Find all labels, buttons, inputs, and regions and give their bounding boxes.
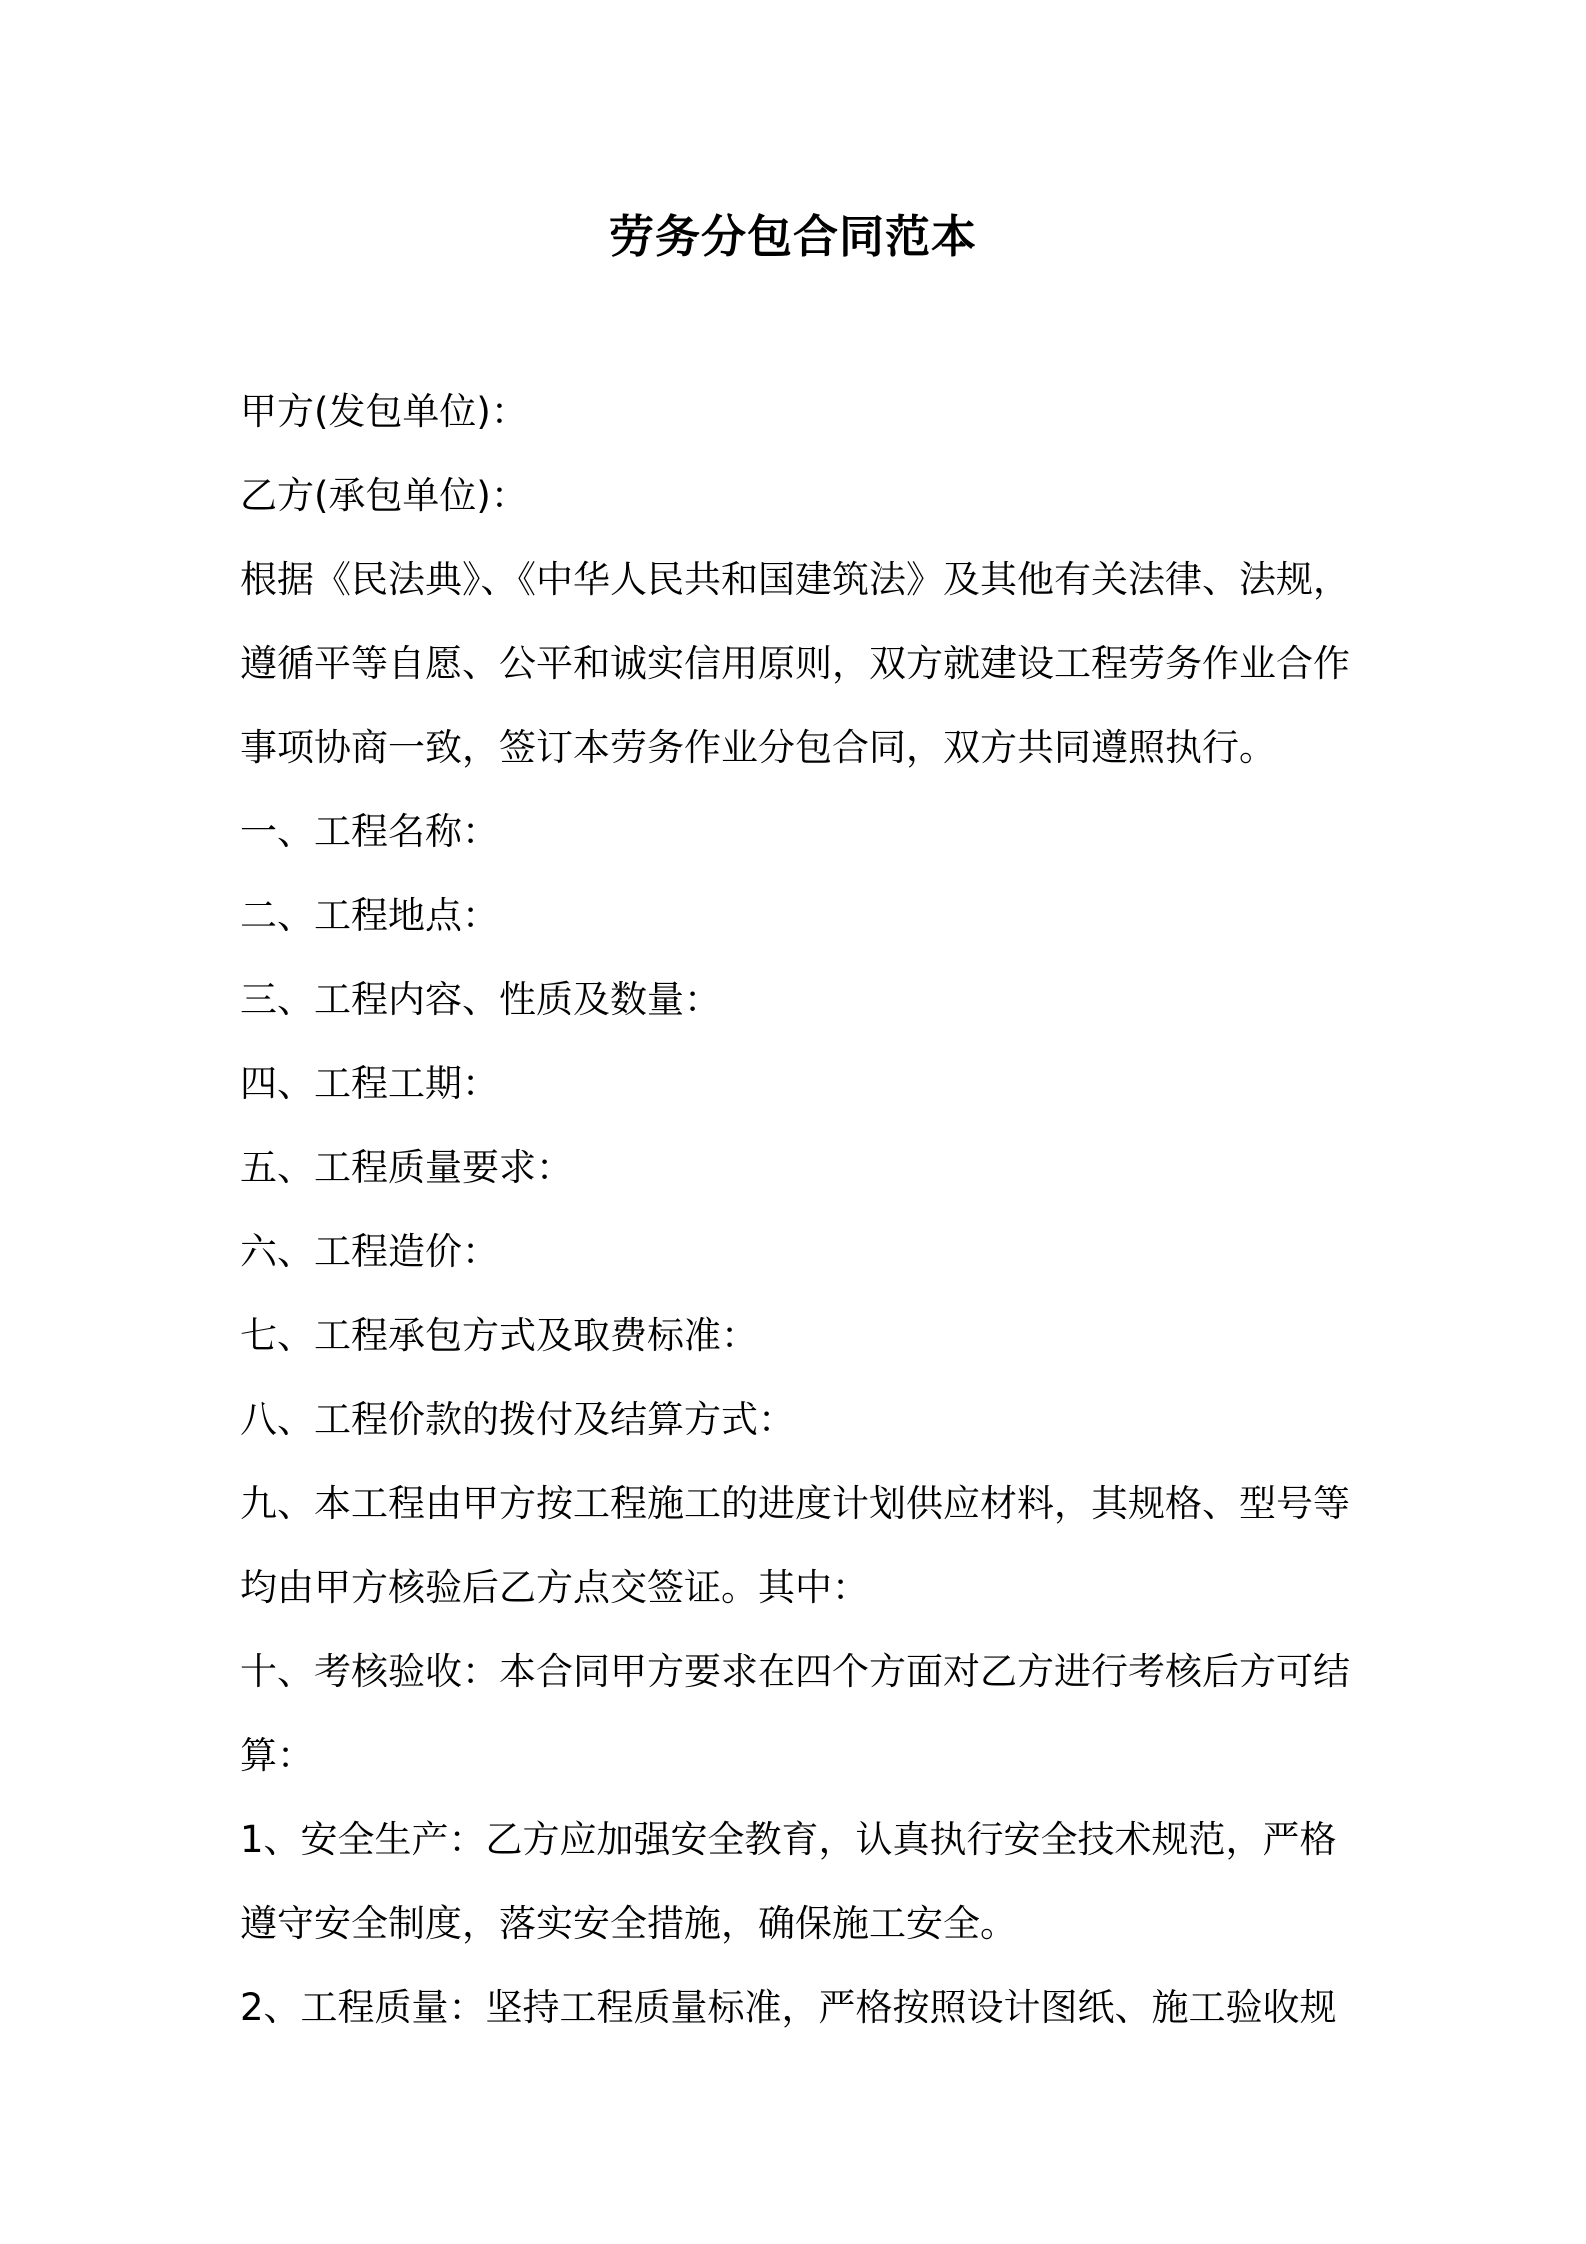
text-line: 1、安全生产：乙方应加强安全教育，认真执行安全技术规范，严格 (240, 1818, 1337, 1861)
text-line: 九、本工程由甲方按工程施工的进度计划供应材料，其规格、型号等 (240, 1482, 1350, 1525)
text-line: 三、工程内容、性质及数量： (240, 978, 721, 1021)
text-line: 一、工程名称： (240, 810, 499, 853)
text-line: 2、工程质量：坚持工程质量标准，严格按照设计图纸、施工验收规 (240, 1986, 1337, 2029)
text-line: 事项协商一致，签订本劳务作业分包合同，双方共同遵照执行。 (240, 726, 1276, 769)
text-line: 乙方(承包单位)： (240, 474, 528, 517)
text-line: 遵循平等自愿、公平和诚实信用原则，双方就建设工程劳务作业合作 (240, 642, 1350, 685)
text-line: 二、工程地点： (240, 894, 499, 937)
document-body (240, 370, 1360, 2050)
text-line: 算： (240, 1734, 314, 1777)
text-line: 七、工程承包方式及取费标准： (240, 1314, 758, 1357)
text-line: 遵守安全制度，落实安全措施，确保施工安全。 (240, 1902, 1017, 1945)
document-title: 劳务分包合同范本 (608, 210, 977, 263)
text-line: 六、工程造价： (240, 1230, 499, 1273)
text-line: 根据《民法典》、《中华人民共和国建筑法》及其他有关法律、法规， (240, 558, 1350, 601)
text-line: 甲方(发包单位)： (240, 390, 528, 433)
text-line: 均由甲方核验后乙方点交签证。其中： (240, 1566, 869, 1609)
text-line: 五、工程质量要求： (240, 1146, 573, 1189)
text-line: 四、工程工期： (240, 1062, 499, 1105)
text-line: 十、考核验收：本合同甲方要求在四个方面对乙方进行考核后方可结 (240, 1650, 1350, 1693)
text-line: 八、工程价款的拨付及结算方式： (240, 1398, 795, 1441)
